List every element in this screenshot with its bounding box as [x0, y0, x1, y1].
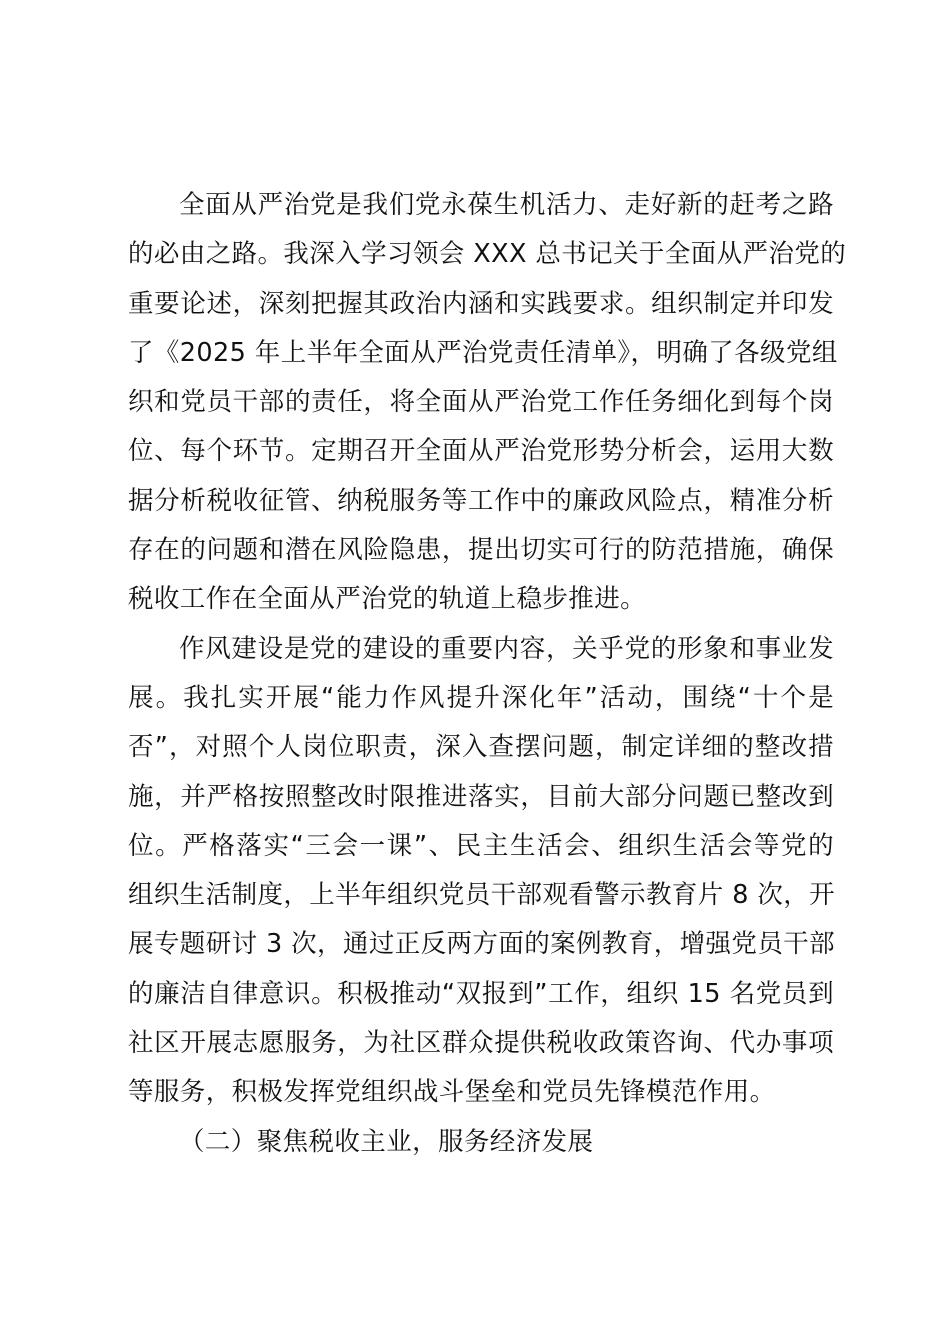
text-line: 的廉洁自律意识。积极推动“双报到”工作，组织 15 名党员到: [128, 978, 834, 1009]
section-heading: （二）聚焦税收主业，服务经济发展: [179, 1126, 594, 1157]
text-line: 重要论述，深刻把握其政治内涵和实践要求。组织制定并印发: [128, 288, 834, 319]
text-line: 等服务，积极发挥党组织战斗堡垒和党员先锋模范作用。: [128, 1077, 776, 1108]
text-line: 织和党员干部的责任，将全面从严治党工作任务细化到每个岗: [128, 387, 834, 418]
paragraph-work-style: [128, 625, 834, 1118]
text-line: 位。严格落实“三会一课”、民主生活会、组织生活会等党的: [128, 830, 834, 861]
text-line: 作风建设是党的建设的重要内容，关乎党的形象和事业发: [179, 633, 834, 664]
text-line: 据分析税收征管、纳税服务等工作中的廉政风险点，精准分析: [128, 485, 834, 516]
text-line: 了《2025 年上半年全面从严治党责任清单》，明确了各级党组: [128, 337, 838, 368]
text-line: 存在的问题和潜在风险隐患，提出切实可行的防范措施，确保: [128, 535, 834, 566]
text-line: 税收工作在全面从严治党的轨道上稳步推进。: [128, 584, 647, 615]
text-line: 组织生活制度，上半年组织党员干部观看警示教育片 8 次，开: [128, 880, 836, 911]
text-line: 展。我扎实开展“能力作风提升深化年”活动，围绕“十个是: [128, 682, 834, 713]
document-body: [128, 181, 847, 1167]
text-line: 否”，对照个人岗位职责，深入查摆问题，制定详细的整改措: [128, 732, 834, 763]
text-line: 施，并严格按照整改时限推进落实，目前大部分问题已整改到: [128, 781, 834, 812]
text-line: 展专题研讨 3 次，通过正反两方面的案例教育，增强党员干部: [128, 929, 836, 960]
text-line: 全面从严治党是我们党永葆生机活力、走好新的赶考之路: [179, 190, 834, 220]
paragraph-party-governance: [128, 181, 847, 625]
text-line: 的必由之路。我深入学习领会 XXX 总书记关于全面从严治党的: [128, 239, 847, 270]
text-line: 社区开展志愿服务，为社区群众提供税收政策咨询、代办事项: [128, 1028, 834, 1059]
text-line: 位、每个环节。定期召开全面从严治党形势分析会，运用大数: [128, 436, 834, 467]
